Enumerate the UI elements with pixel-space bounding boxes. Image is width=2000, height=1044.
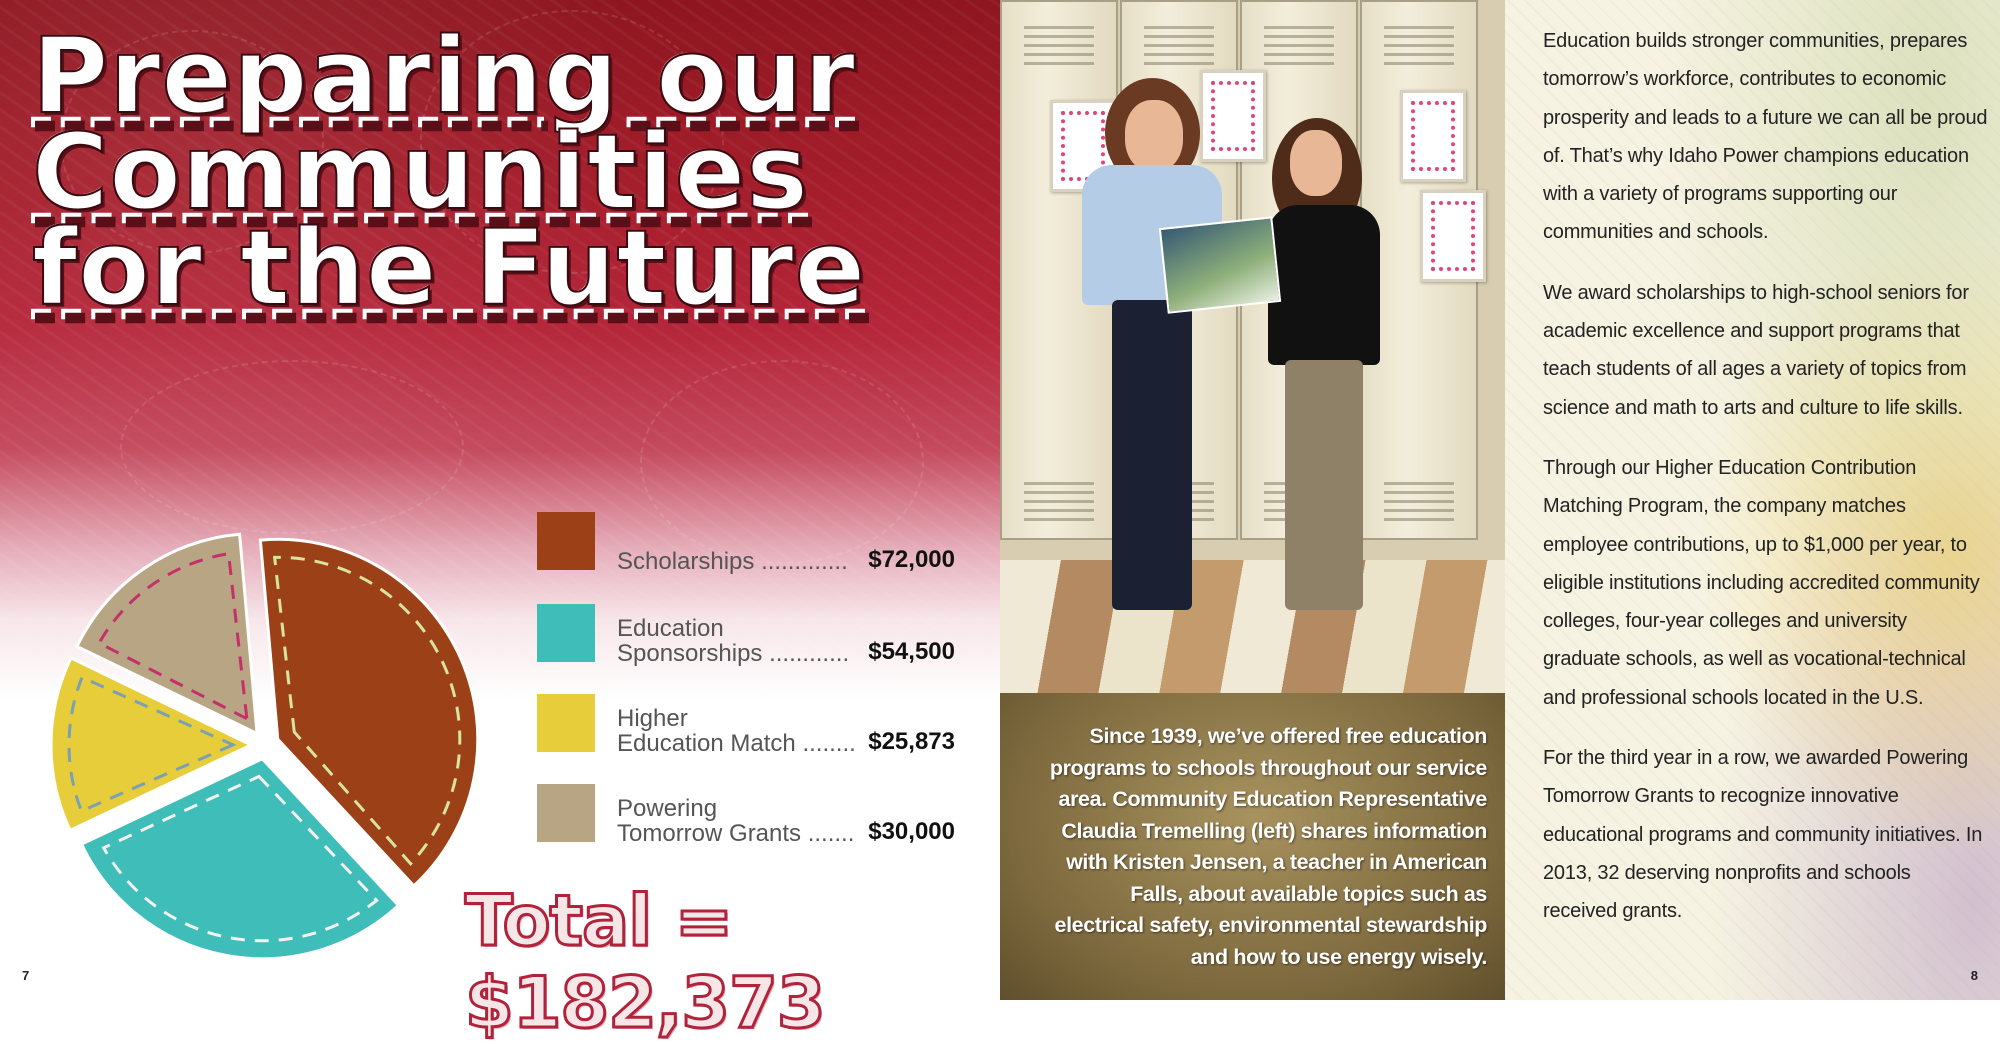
legend-value: $54,500 (868, 638, 955, 665)
legend-label: Powering Tomorrow Grants ....... (617, 795, 855, 847)
legend-item-scholarships (535, 510, 955, 580)
legend-label: Education Sponsorships ............ (617, 615, 850, 667)
photo-caption-box (1000, 693, 1505, 1000)
total-amount: Total = $182,373 (465, 880, 825, 1044)
page-number: 8 (1970, 968, 1978, 983)
body-text (1543, 22, 1988, 953)
paragraph: For the third year in a row, we awarded Powering Tomorrow Grants to recognize innovative educational programs and community initiatives. In 2013, 32 deserving nonprofits and schools received grants. (1543, 747, 1983, 923)
page-number: 7 (22, 968, 30, 983)
legend-label: Higher Education Match ........ (617, 705, 856, 757)
paragraph: Through our Higher Education Contribution Matching Program, the company matches employee contributions, up to $1,000 per year, to eligible institutions including accredited community colleges, four-year colleges and university graduate schools, as well as vocational-technical and professional schools located in the U.S. (1543, 456, 1980, 709)
brochure (1159, 216, 1281, 313)
legend-swatch (535, 602, 597, 664)
legend-swatch (535, 782, 597, 844)
poster (1400, 90, 1466, 182)
legend-value: $30,000 (868, 818, 955, 845)
page-title: Preparing our Communities for the Future (32, 15, 867, 329)
floor (1000, 560, 1505, 693)
right-page (1505, 0, 2000, 1000)
legend-swatch (535, 510, 597, 572)
paragraph: Education builds stronger communities, prepares tomorrow’s workforce, contributes to economic prosperity and leads to a future we can all be proud of. That’s why Idaho Power champions education with a variety of programs supporting our communities and schools. (1543, 30, 1988, 244)
legend-item-education-sponsorships (535, 602, 955, 672)
legend-swatch (535, 692, 597, 754)
photo (1000, 0, 1505, 693)
poster (1420, 190, 1486, 282)
photo-caption: Since 1939, we’ve offered free education programs to schools throughout our service area. Community Education Representative Claudia Tremelling (left) shares information with Kristen Jensen, a teacher in American Falls, about available topics such as electrical safety, environmental stewardship and how to use energy wisely. (1049, 724, 1487, 969)
poster (1200, 70, 1266, 162)
legend-item-higher-education-match (535, 692, 955, 762)
donations-pie-chart (20, 505, 510, 985)
legend-label: Scholarships ............. (617, 548, 848, 575)
legend-item-powering-tomorrow-grants (535, 782, 955, 852)
legend-value: $25,873 (868, 728, 955, 755)
paragraph: We award scholarships to high-school seniors for academic excellence and support programs that teach students of all ages a variety of topics from science and math to arts and culture to life skills. (1543, 281, 1969, 419)
legend-value: $72,000 (868, 546, 955, 573)
